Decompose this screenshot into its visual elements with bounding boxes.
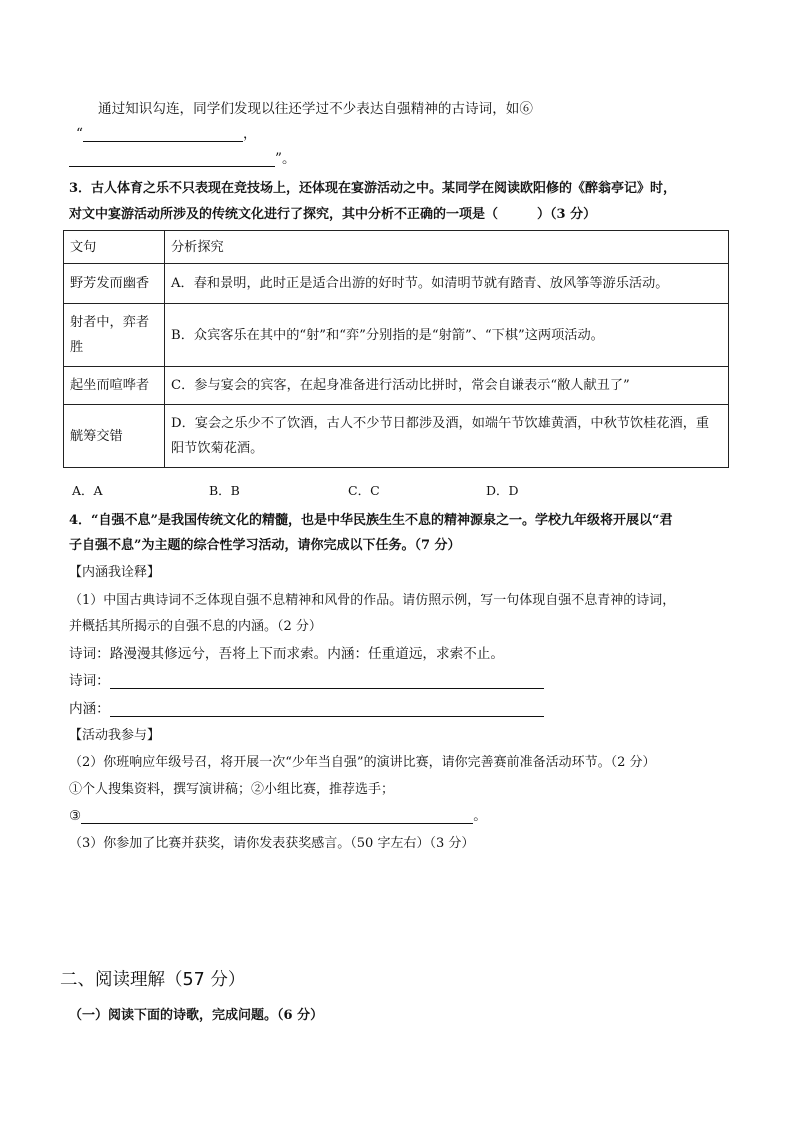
- row-analysis: B．众宾客乐在其中的“射”和“弈”分别指的是“射箭”、“下棋”这两项活动。: [165, 304, 729, 367]
- row-sentence: 觥筹交错: [64, 405, 165, 468]
- q4-part1-line-1: （1）中国古典诗词不乏体现自强不息精神和风骨的作品。请仿照示例，写一句体现自强不息青神的诗词，: [69, 593, 676, 608]
- quote-open: “: [76, 126, 83, 142]
- q4-part2: （2）你班响应年级号召，将开展一次“少年当自强”的演讲比赛，请你完善赛前准备活动环节。（2 分）: [69, 755, 656, 770]
- poem-answer-line: [69, 669, 544, 689]
- table-row: [64, 405, 729, 468]
- q3-line-1: 3．古人体育之乐不只表现在竞技场上，还体现在宴游活动之中。某同学在阅读欧阳修的《醉翁亭记》时，: [69, 181, 677, 196]
- q3-line-2: 对文中宴游活动所涉及的传统文化进行了探究，其中分析不正确的一项是（ ）（3 分）: [69, 207, 597, 222]
- intro-blank-line-2: [69, 147, 296, 167]
- option-d[interactable]: D．D: [486, 483, 519, 498]
- poem-label: 诗词：: [69, 673, 110, 689]
- header-sentence: 文句: [64, 231, 165, 264]
- q4-part2-steps: ①个人搜集资料，撰写演讲稿；②小组比赛，推荐选手；: [69, 782, 395, 797]
- answer-blank-2[interactable]: [69, 152, 275, 167]
- example-text: 诗词：路漫漫其修远兮，吾将上下而求索。内涵：任重道远，求索不止。: [69, 646, 504, 662]
- table-row: [64, 264, 729, 304]
- answer-blank-1[interactable]: [83, 127, 243, 142]
- section-2-sub1: （一）阅读下面的诗歌，完成问题。（6 分）: [69, 1008, 324, 1023]
- intro-line: 通过知识勾连，同学们发现以往还学过不少表达自强精神的古诗词，如⑥: [98, 101, 533, 117]
- option-b[interactable]: B．B: [209, 483, 240, 498]
- table-row: [64, 367, 729, 405]
- step3-end: 。: [473, 808, 487, 824]
- option-a[interactable]: A．A: [72, 483, 103, 498]
- option-c[interactable]: C．C: [348, 483, 380, 498]
- header-analysis: 分析探究: [165, 231, 729, 264]
- q4-part3: （3）你参加了比赛并获奖，请你发表获奖感言。（50 字左右）（3 分）: [69, 836, 475, 851]
- step3-input[interactable]: [81, 809, 473, 824]
- section-2-title: 二、阅读理解（57 分）: [60, 970, 246, 990]
- q4-line-2: 子自强不息”为主题的综合性学习活动，请你完成以下任务。（7 分）: [69, 538, 461, 553]
- quote-close: ”。: [275, 151, 296, 167]
- meaning-input[interactable]: [110, 702, 544, 717]
- step3-label: ③: [69, 808, 82, 824]
- row-analysis: A．春和景明，此时正是适合出游的好时节。如清明节就有踏青、放风筝等游乐活动。: [165, 264, 729, 304]
- poem-input[interactable]: [110, 674, 544, 689]
- q3-table: [63, 230, 729, 468]
- table-row: [64, 304, 729, 367]
- q4-line-1: 4．“自强不息”是我国传统文化的精髓，也是中华民族生生不息的精神源泉之一。学校九年级将开展以“君: [69, 513, 673, 528]
- section-title-meaning: 【内涵我诠释】: [69, 565, 161, 580]
- q4-part1-line-2: 并概括其所揭示的自强不息的内涵。（2 分）: [69, 619, 322, 634]
- section-title-activity: 【活动我参与】: [69, 728, 161, 743]
- comma: ，: [242, 126, 257, 142]
- meaning-answer-line: [69, 697, 544, 717]
- table-header-row: [64, 231, 729, 264]
- row-sentence: 野芳发而幽香: [64, 264, 165, 304]
- row-sentence: 起坐而喧哗者: [64, 367, 165, 405]
- intro-blank-line-1: [76, 122, 257, 142]
- row-analysis: C．参与宴会的宾客，在起身准备进行活动比拼时，常会自谦表示“敝人献丑了”: [165, 367, 729, 405]
- row-analysis: D．宴会之乐少不了饮酒，古人不少节日都涉及酒，如端午节饮雄黄酒，中秋节饮桂花酒，重阳节饮菊花酒。: [165, 405, 729, 468]
- q4-part2-step3: [69, 804, 487, 824]
- meaning-label: 内涵：: [69, 701, 110, 717]
- row-sentence: 射者中，弈者胜: [64, 304, 165, 367]
